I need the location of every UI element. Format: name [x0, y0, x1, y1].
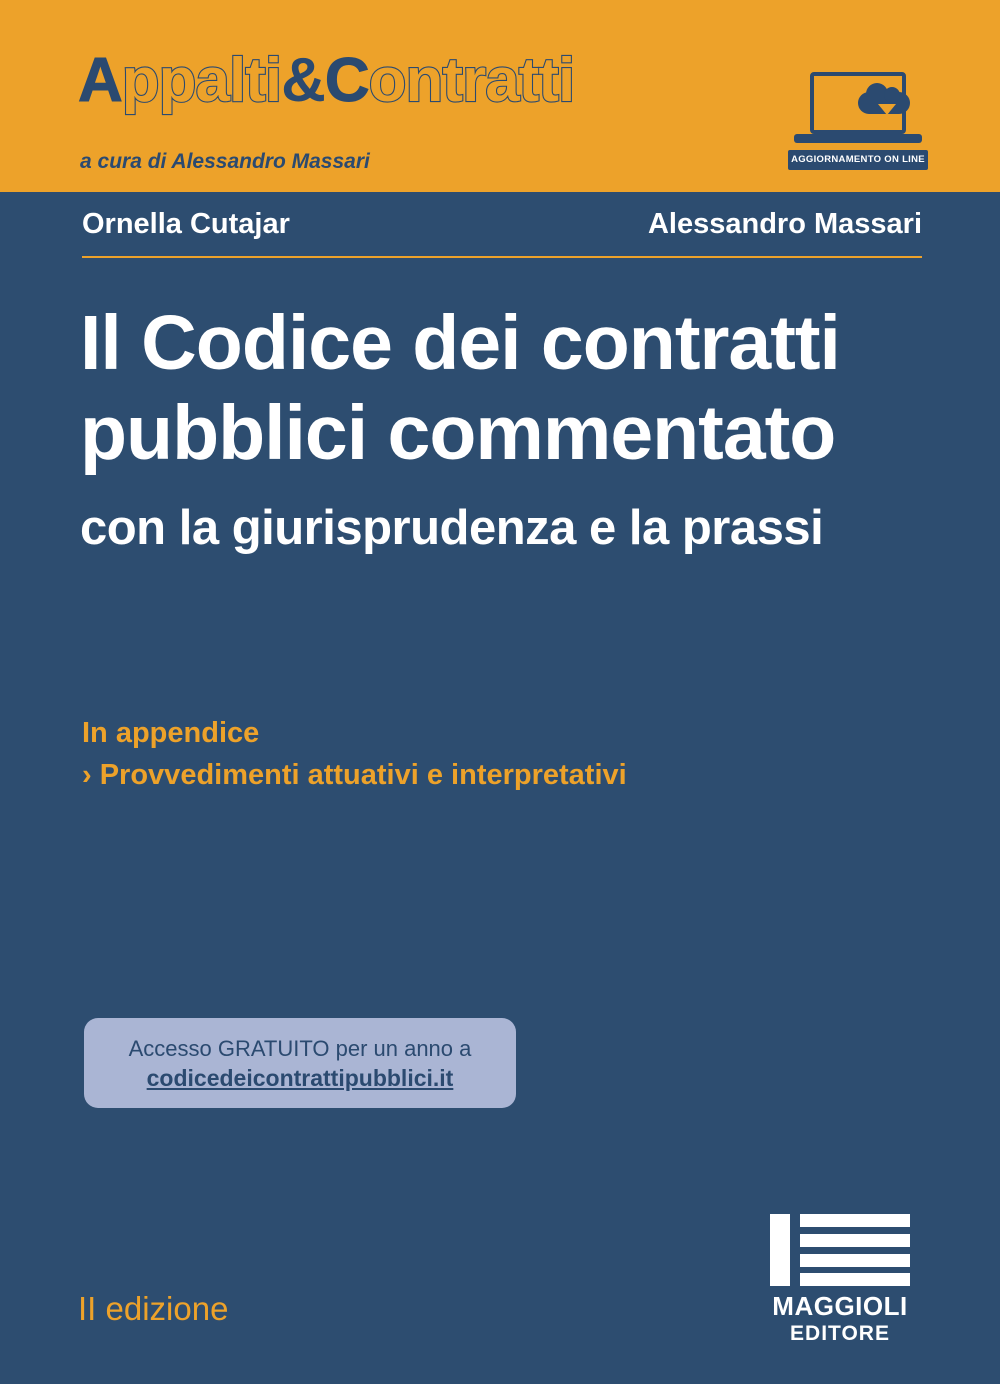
- logo-bar-3: [800, 1254, 910, 1267]
- online-badge-label: AGGIORNAMENTO ON LINE: [788, 150, 928, 170]
- series-logo-ampersand: &: [281, 46, 325, 115]
- logo-bar-2: [800, 1234, 910, 1247]
- logo-bar-vertical: [770, 1214, 790, 1286]
- free-access-link[interactable]: codicedeicontrattipubblici.it: [146, 1064, 454, 1091]
- publisher-logo: [756, 1214, 924, 1346]
- logo-bar-1: [800, 1214, 910, 1227]
- authors-divider: [82, 256, 922, 258]
- publisher-name: MAGGIOLI: [772, 1291, 908, 1322]
- appendix-block: [82, 712, 902, 796]
- title-line-1: Il Codice dei contratti: [80, 300, 840, 386]
- author-right: Alessandro Massari: [647, 208, 922, 240]
- edition-label: II edizione: [78, 1290, 229, 1327]
- laptop-base-icon: [794, 134, 922, 143]
- series-logo-ontratti: ontratti: [368, 46, 575, 115]
- series-curator: a cura di Alessandro Massari: [80, 150, 370, 173]
- series-header-band: [0, 0, 1000, 192]
- series-logo-ppalti: ppalti: [121, 46, 282, 115]
- logo-bar-4: [800, 1273, 910, 1286]
- laptop-icon: [810, 72, 906, 134]
- free-access-box: [84, 1018, 516, 1108]
- title-line-2: pubblici commentato: [80, 390, 836, 477]
- series-logo: [78, 46, 575, 115]
- series-logo-c: C: [324, 46, 369, 115]
- appendix-heading: In appendice: [82, 717, 260, 749]
- series-logo-a: A: [78, 46, 122, 115]
- download-arrow-icon: [878, 104, 896, 115]
- page-subtitle: con la giurisprudenza e la prassi: [80, 501, 824, 555]
- appendix-item-1: › Provvedimenti attuativi e interpretativi: [82, 759, 627, 792]
- author-left: Ornella Cutajar: [82, 208, 290, 240]
- online-update-badge: [788, 72, 928, 172]
- publisher-kind: EDITORE: [790, 1321, 890, 1345]
- page-title: [80, 298, 940, 478]
- maggioli-mark-icon: [770, 1214, 910, 1286]
- authors-row: [82, 208, 922, 241]
- free-access-text: Accesso GRATUITO per un anno a: [128, 1036, 472, 1061]
